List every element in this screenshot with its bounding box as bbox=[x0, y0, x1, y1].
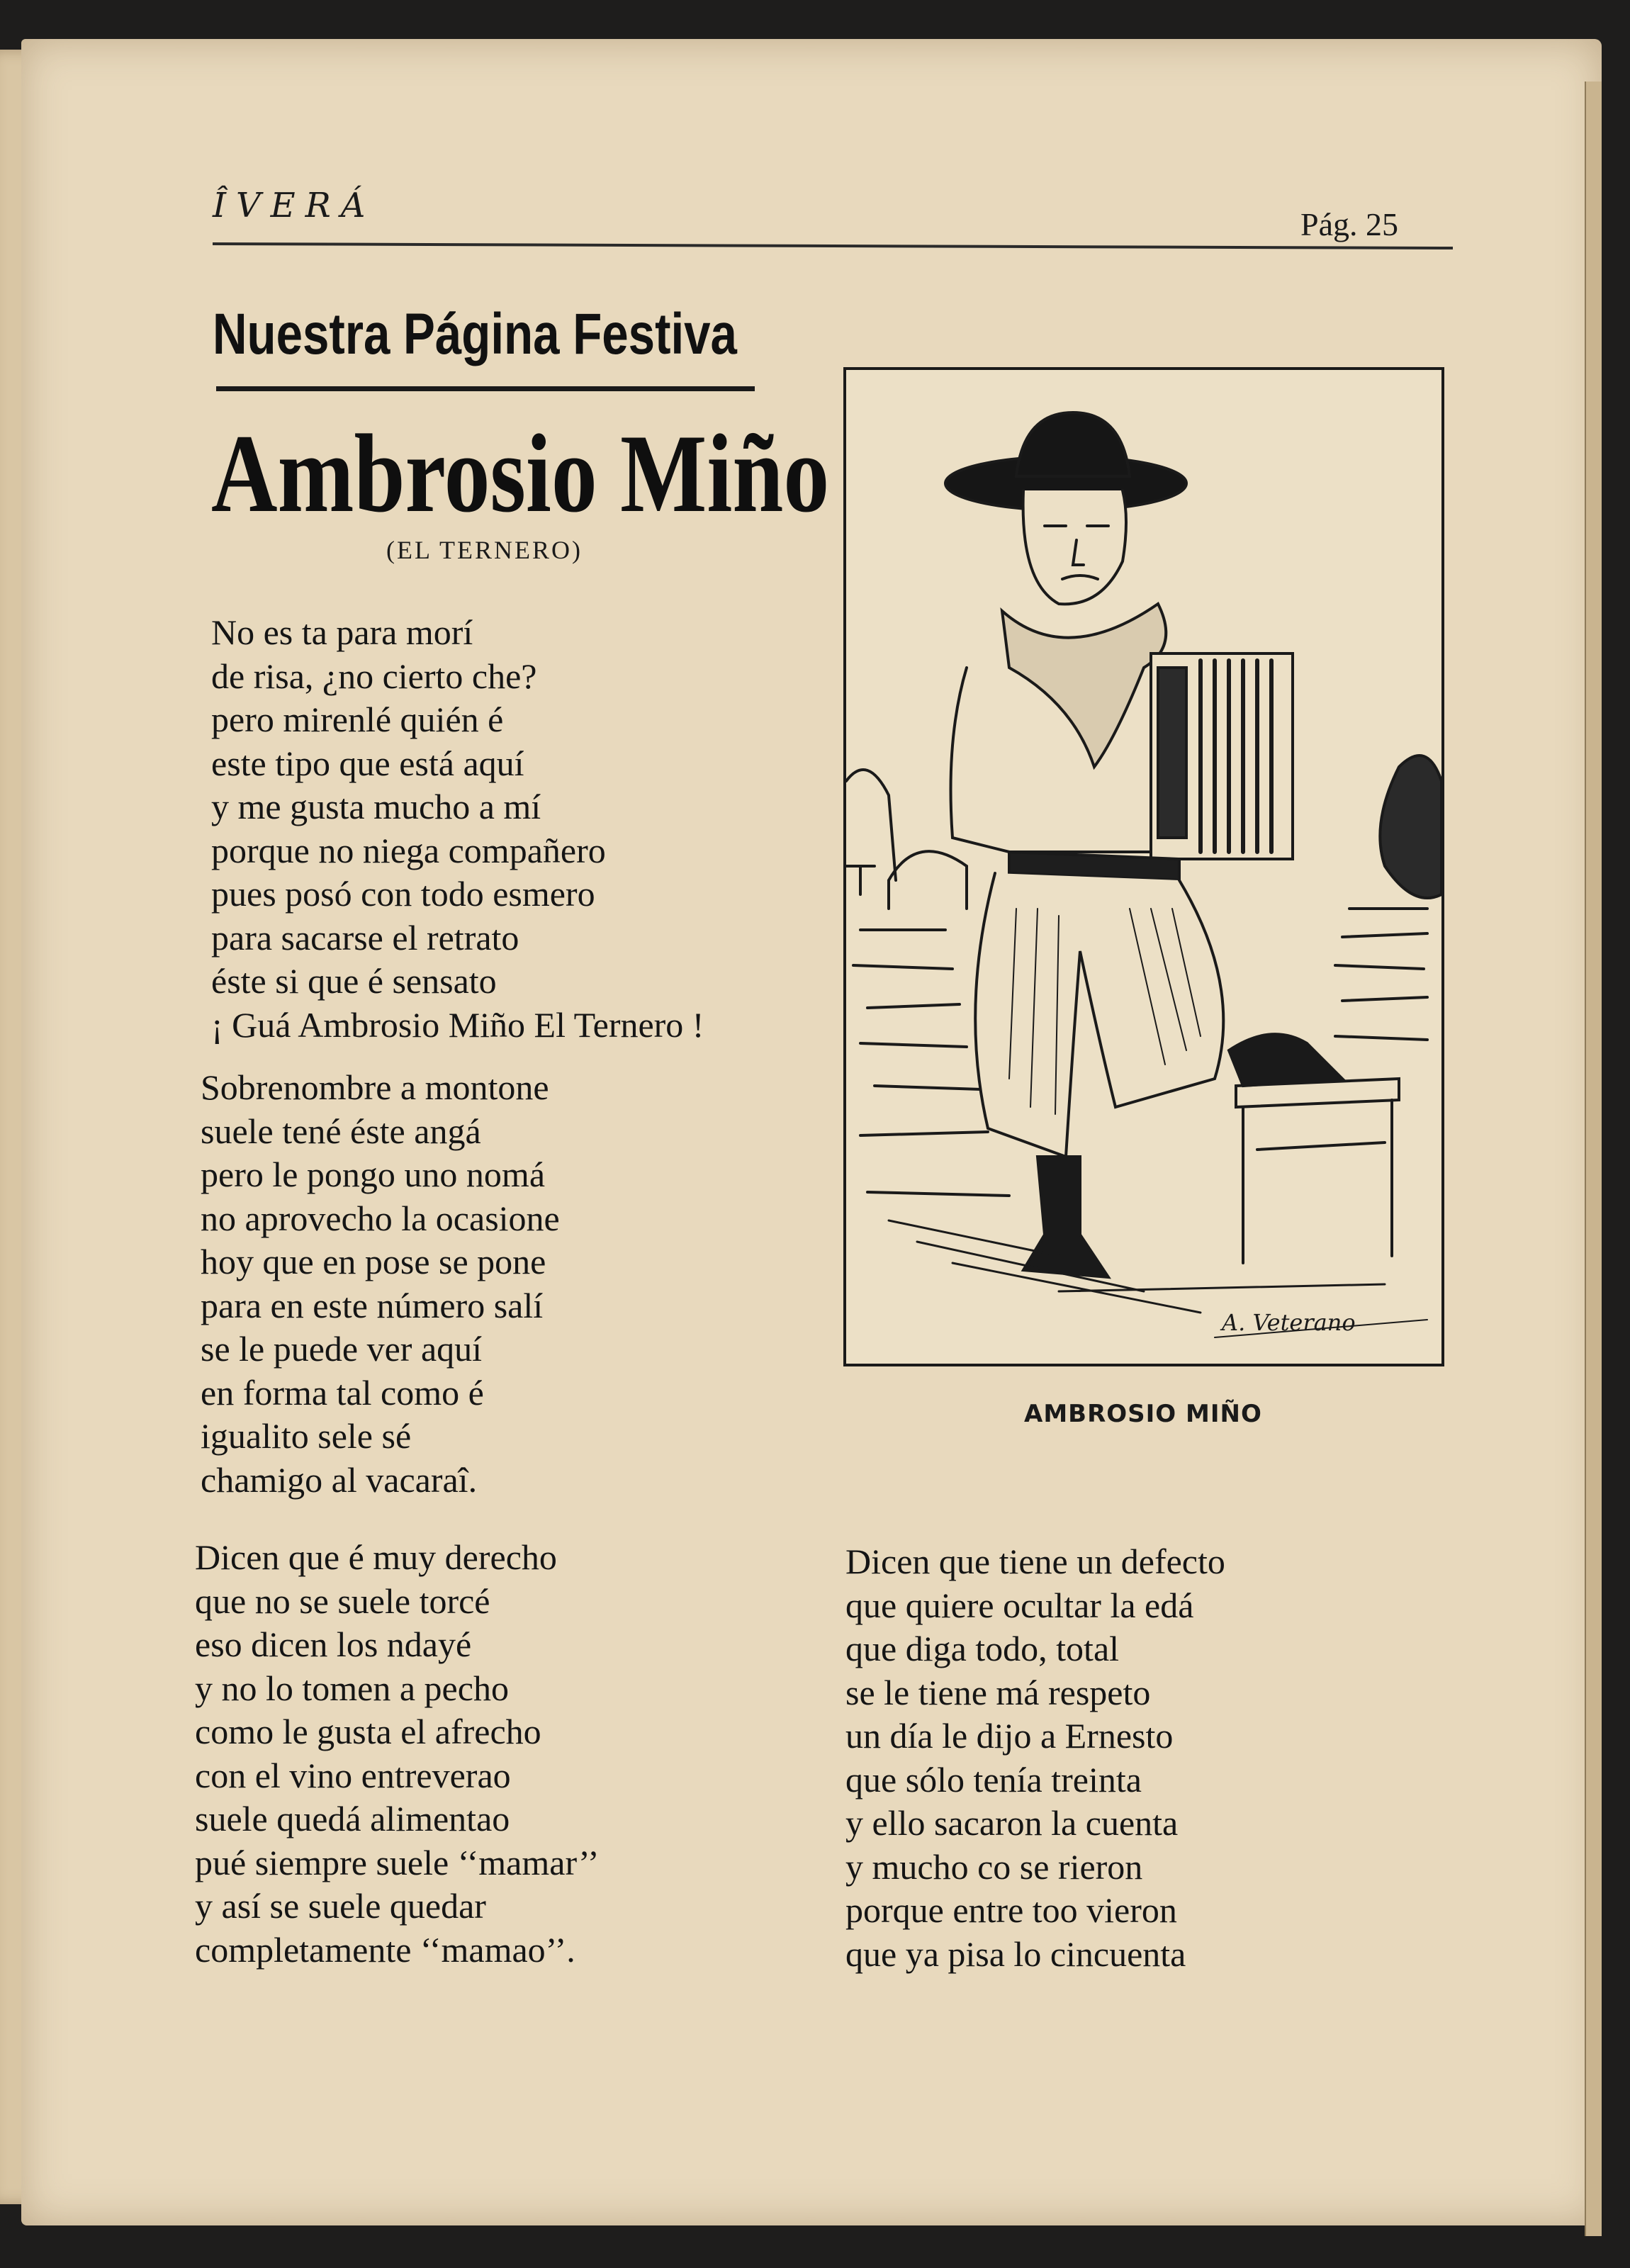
poem-line: eso dicen los ndayé bbox=[195, 1624, 472, 1664]
illustration-caption: AMBROSIO MIÑO bbox=[1024, 1400, 1262, 1428]
house-left bbox=[846, 866, 875, 894]
poem-line: pero mirenlé quién é bbox=[211, 700, 504, 739]
poem-line: chamigo al vacaraî. bbox=[201, 1459, 478, 1500]
poem-line: que ya pisa lo cincuenta bbox=[845, 1933, 1186, 1974]
poem-line: porque no niega compañero bbox=[211, 830, 606, 870]
poem-line: como le gusta el afrecho bbox=[195, 1712, 541, 1751]
floor-hatching bbox=[889, 1220, 1385, 1313]
poem-line: ¡ Guá Ambrosio Miño El Ternero ! bbox=[211, 1004, 704, 1045]
poem-line: porque entre too vieron bbox=[845, 1890, 1177, 1930]
poem-line: Sobrenombre a montone bbox=[201, 1067, 549, 1107]
poem-line: pero le pongo uno nomá bbox=[201, 1155, 546, 1194]
section-title: Nuestra Página Festiva bbox=[213, 302, 737, 366]
poem-line: este tipo que está aquí bbox=[211, 743, 524, 783]
poem-stanza-3 bbox=[195, 1536, 600, 1972]
artist-signature: A. Veterano bbox=[1222, 1309, 1356, 1336]
poem-stanza-2 bbox=[201, 1066, 560, 1502]
section-rule bbox=[216, 386, 755, 391]
portrait-illustration bbox=[843, 367, 1444, 1366]
poem-line: No es ta para morí bbox=[211, 612, 473, 652]
poem-line: de risa, ¿no cierto che? bbox=[211, 656, 537, 696]
poem-line: pué siempre suele ‘‘mamar’’ bbox=[195, 1842, 600, 1882]
poem-line: se le puede ver aquí bbox=[201, 1329, 483, 1369]
poem-line: se le tiene má respeto bbox=[845, 1672, 1151, 1712]
poem-line: y mucho co se rieron bbox=[845, 1846, 1143, 1887]
boot-right bbox=[1229, 1034, 1342, 1086]
poem-line: un día le dijo a Ernesto bbox=[845, 1716, 1174, 1756]
article-subtitle: (EL TERNERO) bbox=[386, 536, 583, 564]
poem-line: que sólo tenía treinta bbox=[845, 1759, 1142, 1800]
tree-left bbox=[846, 770, 896, 880]
hut-icon bbox=[889, 851, 967, 909]
stool-legs bbox=[1243, 1100, 1392, 1263]
poem-stanza-4 bbox=[845, 1540, 1225, 1976]
poem-line: completamente ‘‘mamao’’. bbox=[195, 1929, 575, 1970]
poem-line: con el vino entreverao bbox=[195, 1755, 511, 1795]
poem-line: y no lo tomen a pecho bbox=[195, 1668, 509, 1708]
poem-line: pues posó con todo esmero bbox=[211, 874, 595, 914]
poem-line: para sacarse el retrato bbox=[211, 917, 519, 958]
poem-line: y me gusta mucho a mí bbox=[211, 787, 541, 826]
poem-line: suele quedá alimentao bbox=[195, 1799, 510, 1838]
hat-crown bbox=[1016, 412, 1130, 476]
poem-line: para en este número salí bbox=[201, 1285, 544, 1325]
poem-line: y así se suele quedar bbox=[195, 1886, 486, 1926]
poem-line: y ello sacaron la cuenta bbox=[845, 1803, 1179, 1843]
poem-stanza-1 bbox=[211, 611, 704, 1047]
water-lines bbox=[1335, 909, 1427, 1040]
poem-line: Dicen que tiene un defecto bbox=[845, 1542, 1225, 1581]
poem-line: que no se suele torcé bbox=[195, 1581, 490, 1621]
tree-right bbox=[1380, 756, 1441, 898]
poem-line: no aprovecho la ocasione bbox=[201, 1198, 560, 1238]
poem-line: igualito sele sé bbox=[201, 1416, 412, 1456]
article-title: Ambrosio Miño bbox=[211, 412, 830, 536]
poem-line: éste si que é sensato bbox=[211, 961, 497, 1001]
poem-line: que quiere ocultar la edá bbox=[845, 1585, 1194, 1625]
magazine-name: ÎVERÁ bbox=[213, 186, 376, 225]
poem-line: Dicen que é muy derecho bbox=[195, 1537, 557, 1577]
page-edge bbox=[1585, 82, 1602, 2236]
accordion-keys bbox=[1158, 668, 1186, 838]
poem-line: que diga todo, total bbox=[845, 1629, 1120, 1668]
poem-line: hoy que en pose se pone bbox=[201, 1242, 546, 1281]
poem-line: suele tené éste angá bbox=[201, 1111, 481, 1151]
boot-left bbox=[1023, 1157, 1108, 1277]
poem-line: en forma tal como é bbox=[201, 1372, 484, 1413]
neckerchief bbox=[1002, 604, 1166, 767]
page-number: Pág. 25 bbox=[1300, 206, 1398, 242]
portrait-drawing bbox=[846, 370, 1441, 1364]
